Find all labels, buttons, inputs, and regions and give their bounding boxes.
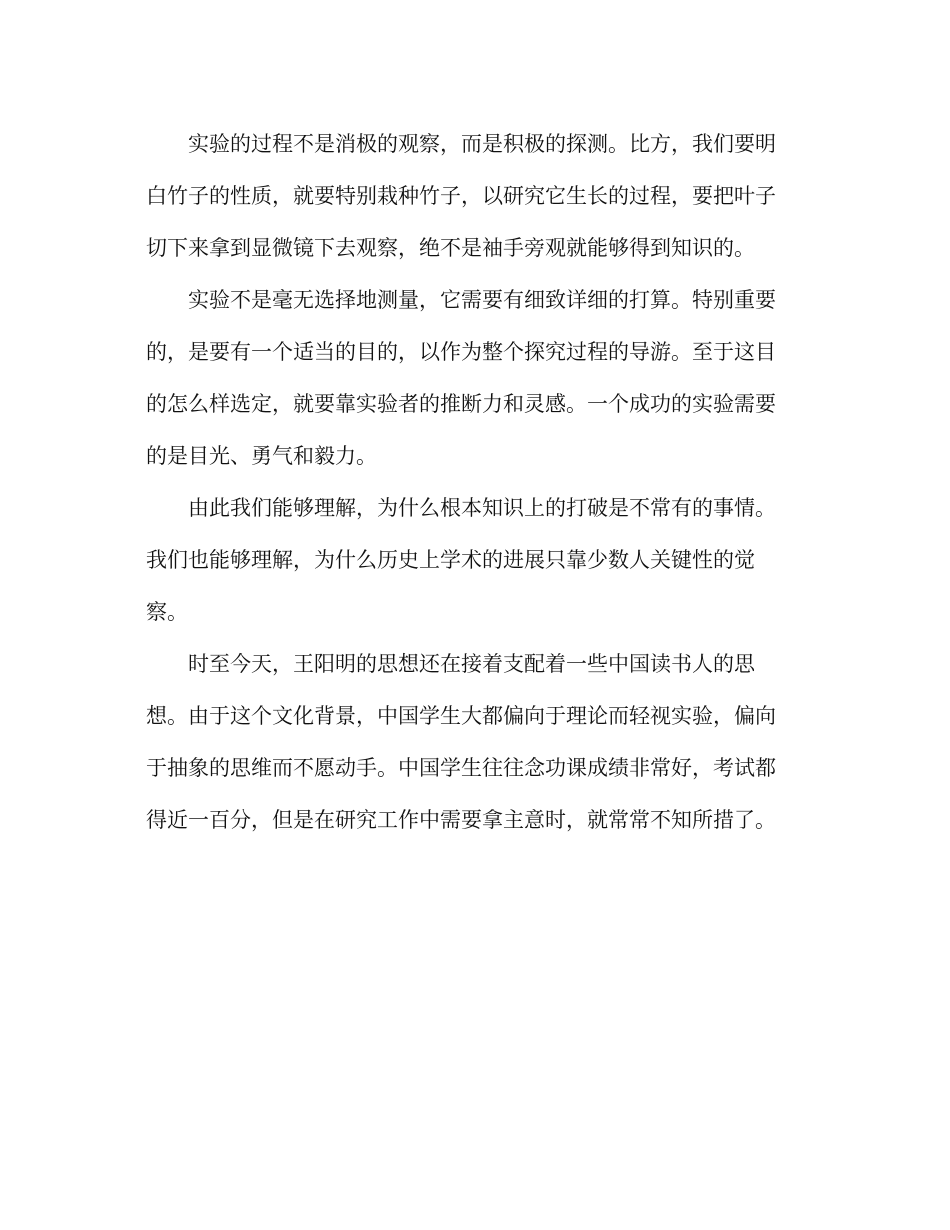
paragraph-4-line-3: 于抽象的思维而不愿动手。中国学生往往念功课成绩非常好，考试都 bbox=[146, 756, 776, 780]
paragraph-3-line-3: 察。 bbox=[146, 600, 188, 624]
paragraph-2-line-2: 的，是要有一个适当的目的，以作为整个探究过程的导游。至于这目 bbox=[146, 340, 776, 364]
paragraph-1-line-1: 实验的过程不是消极的观察，而是积极的探测。比方，我们要明 bbox=[188, 132, 776, 156]
paragraph-3-line-1: 由此我们能够理解，为什么根本知识上的打破是不常有的事情。 bbox=[188, 496, 776, 520]
paragraph-4-line-1: 时至今天，王阳明的思想还在接着支配着一些中国读书人的思 bbox=[188, 652, 755, 676]
paragraph-1-line-2: 白竹子的性质，就要特别栽种竹子，以研究它生长的过程，要把叶子 bbox=[146, 184, 776, 208]
paragraph-2-line-4: 的是目光、勇气和毅力。 bbox=[146, 444, 377, 468]
paragraph-4-line-4: 得近一百分，但是在研究工作中需要拿主意时，就常常不知所措了。 bbox=[146, 808, 776, 832]
paragraph-3-line-2: 我们也能够理解，为什么历史上学术的进展只靠少数人关键性的觉 bbox=[146, 548, 755, 572]
paragraph-1-line-3: 切下来拿到显微镜下去观察，绝不是袖手旁观就能够得到知识的。 bbox=[146, 236, 755, 260]
paragraph-2-line-1: 实验不是毫无选择地测量，它需要有细致详细的打算。特别重要 bbox=[188, 288, 776, 312]
paragraph-4-line-2: 想。由于这个文化背景，中国学生大都偏向于理论而轻视实验，偏向 bbox=[146, 704, 776, 728]
paragraph-2-line-3: 的怎么样选定，就要靠实验者的推断力和灵感。一个成功的实验需要 bbox=[146, 392, 776, 416]
document-body bbox=[146, 118, 806, 846]
